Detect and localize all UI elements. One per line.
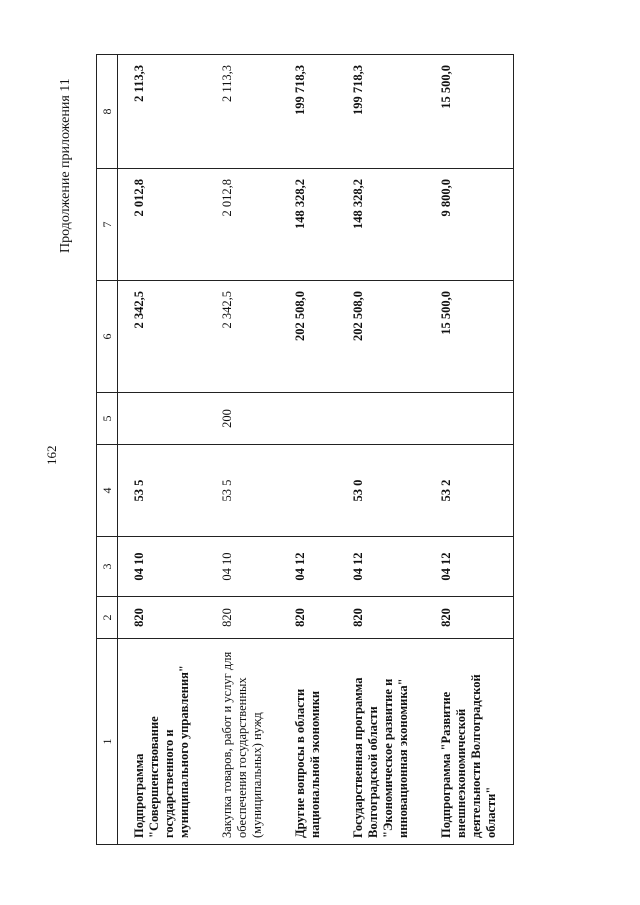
cell-target-code: 53 2 <box>425 445 514 537</box>
cell-target-code: 53 5 <box>206 445 279 537</box>
row-name: Государственная программа Волгоградской области "Экономическое развитие и инновационная экономика" <box>337 639 425 845</box>
cell-target-code <box>279 445 337 537</box>
cell-amount-col7: 2 012,8 <box>118 169 207 281</box>
cell-amount-col6: 202 508,0 <box>279 281 337 393</box>
table-row <box>337 55 425 845</box>
table-row <box>206 55 279 845</box>
page-number: 162 <box>44 445 59 465</box>
appendix-caption: Продолжение приложения 11 <box>58 78 73 253</box>
row-name: Подпрограмма "Совершенствование государственного и муниципального управления" <box>118 639 207 845</box>
cell-ministry-code: 820 <box>279 597 337 639</box>
cell-expense-type <box>118 393 207 445</box>
cell-amount-col7: 9 800,0 <box>425 169 514 281</box>
header-col-7: 7 <box>97 169 118 281</box>
cell-expense-type <box>337 393 425 445</box>
header-col-1: 1 <box>97 639 118 845</box>
cell-amount-col8: 2 113,3 <box>206 55 279 169</box>
cell-amount-col6: 202 508,0 <box>337 281 425 393</box>
cell-ministry-code: 820 <box>206 597 279 639</box>
cell-amount-col7: 2 012,8 <box>206 169 279 281</box>
table-header-row <box>97 55 118 845</box>
cell-expense-type <box>425 393 514 445</box>
header-col-4: 4 <box>97 445 118 537</box>
cell-ministry-code: 820 <box>118 597 207 639</box>
cell-amount-col6: 15 500,0 <box>425 281 514 393</box>
cell-target-code: 53 0 <box>337 445 425 537</box>
cell-amount-col8: 15 500,0 <box>425 55 514 169</box>
cell-section-code: 04 12 <box>337 537 425 597</box>
budget-table <box>96 54 514 845</box>
cell-section-code: 04 10 <box>206 537 279 597</box>
cell-amount-col6: 2 342,5 <box>118 281 207 393</box>
cell-expense-type <box>279 393 337 445</box>
cell-section-code: 04 10 <box>118 537 207 597</box>
cell-amount-col8: 199 718,3 <box>279 55 337 169</box>
cell-ministry-code: 820 <box>337 597 425 639</box>
cell-section-code: 04 12 <box>425 537 514 597</box>
header-col-3: 3 <box>97 537 118 597</box>
table-row <box>425 55 514 845</box>
row-name: Закупка товаров, работ и услуг для обеспечения государственных (муниципальных) нужд <box>206 639 279 845</box>
cell-amount-col7: 148 328,2 <box>279 169 337 281</box>
cell-amount-col7: 148 328,2 <box>337 169 425 281</box>
cell-amount-col8: 2 113,3 <box>118 55 207 169</box>
header-col-2: 2 <box>97 597 118 639</box>
header-col-6: 6 <box>97 281 118 393</box>
row-name: Другие вопросы в области национальной экономики <box>279 639 337 845</box>
cell-target-code: 53 5 <box>118 445 207 537</box>
header-col-8: 8 <box>97 55 118 169</box>
cell-ministry-code: 820 <box>425 597 514 639</box>
row-name: Подпрограмма "Развитие внешнеэкономической деятельности Волгоградской области" <box>425 639 514 845</box>
cell-amount-col8: 199 718,3 <box>337 55 425 169</box>
header-col-5: 5 <box>97 393 118 445</box>
table-row <box>279 55 337 845</box>
cell-section-code: 04 12 <box>279 537 337 597</box>
table-row <box>118 55 207 845</box>
cell-expense-type: 200 <box>206 393 279 445</box>
cell-amount-col6: 2 342,5 <box>206 281 279 393</box>
